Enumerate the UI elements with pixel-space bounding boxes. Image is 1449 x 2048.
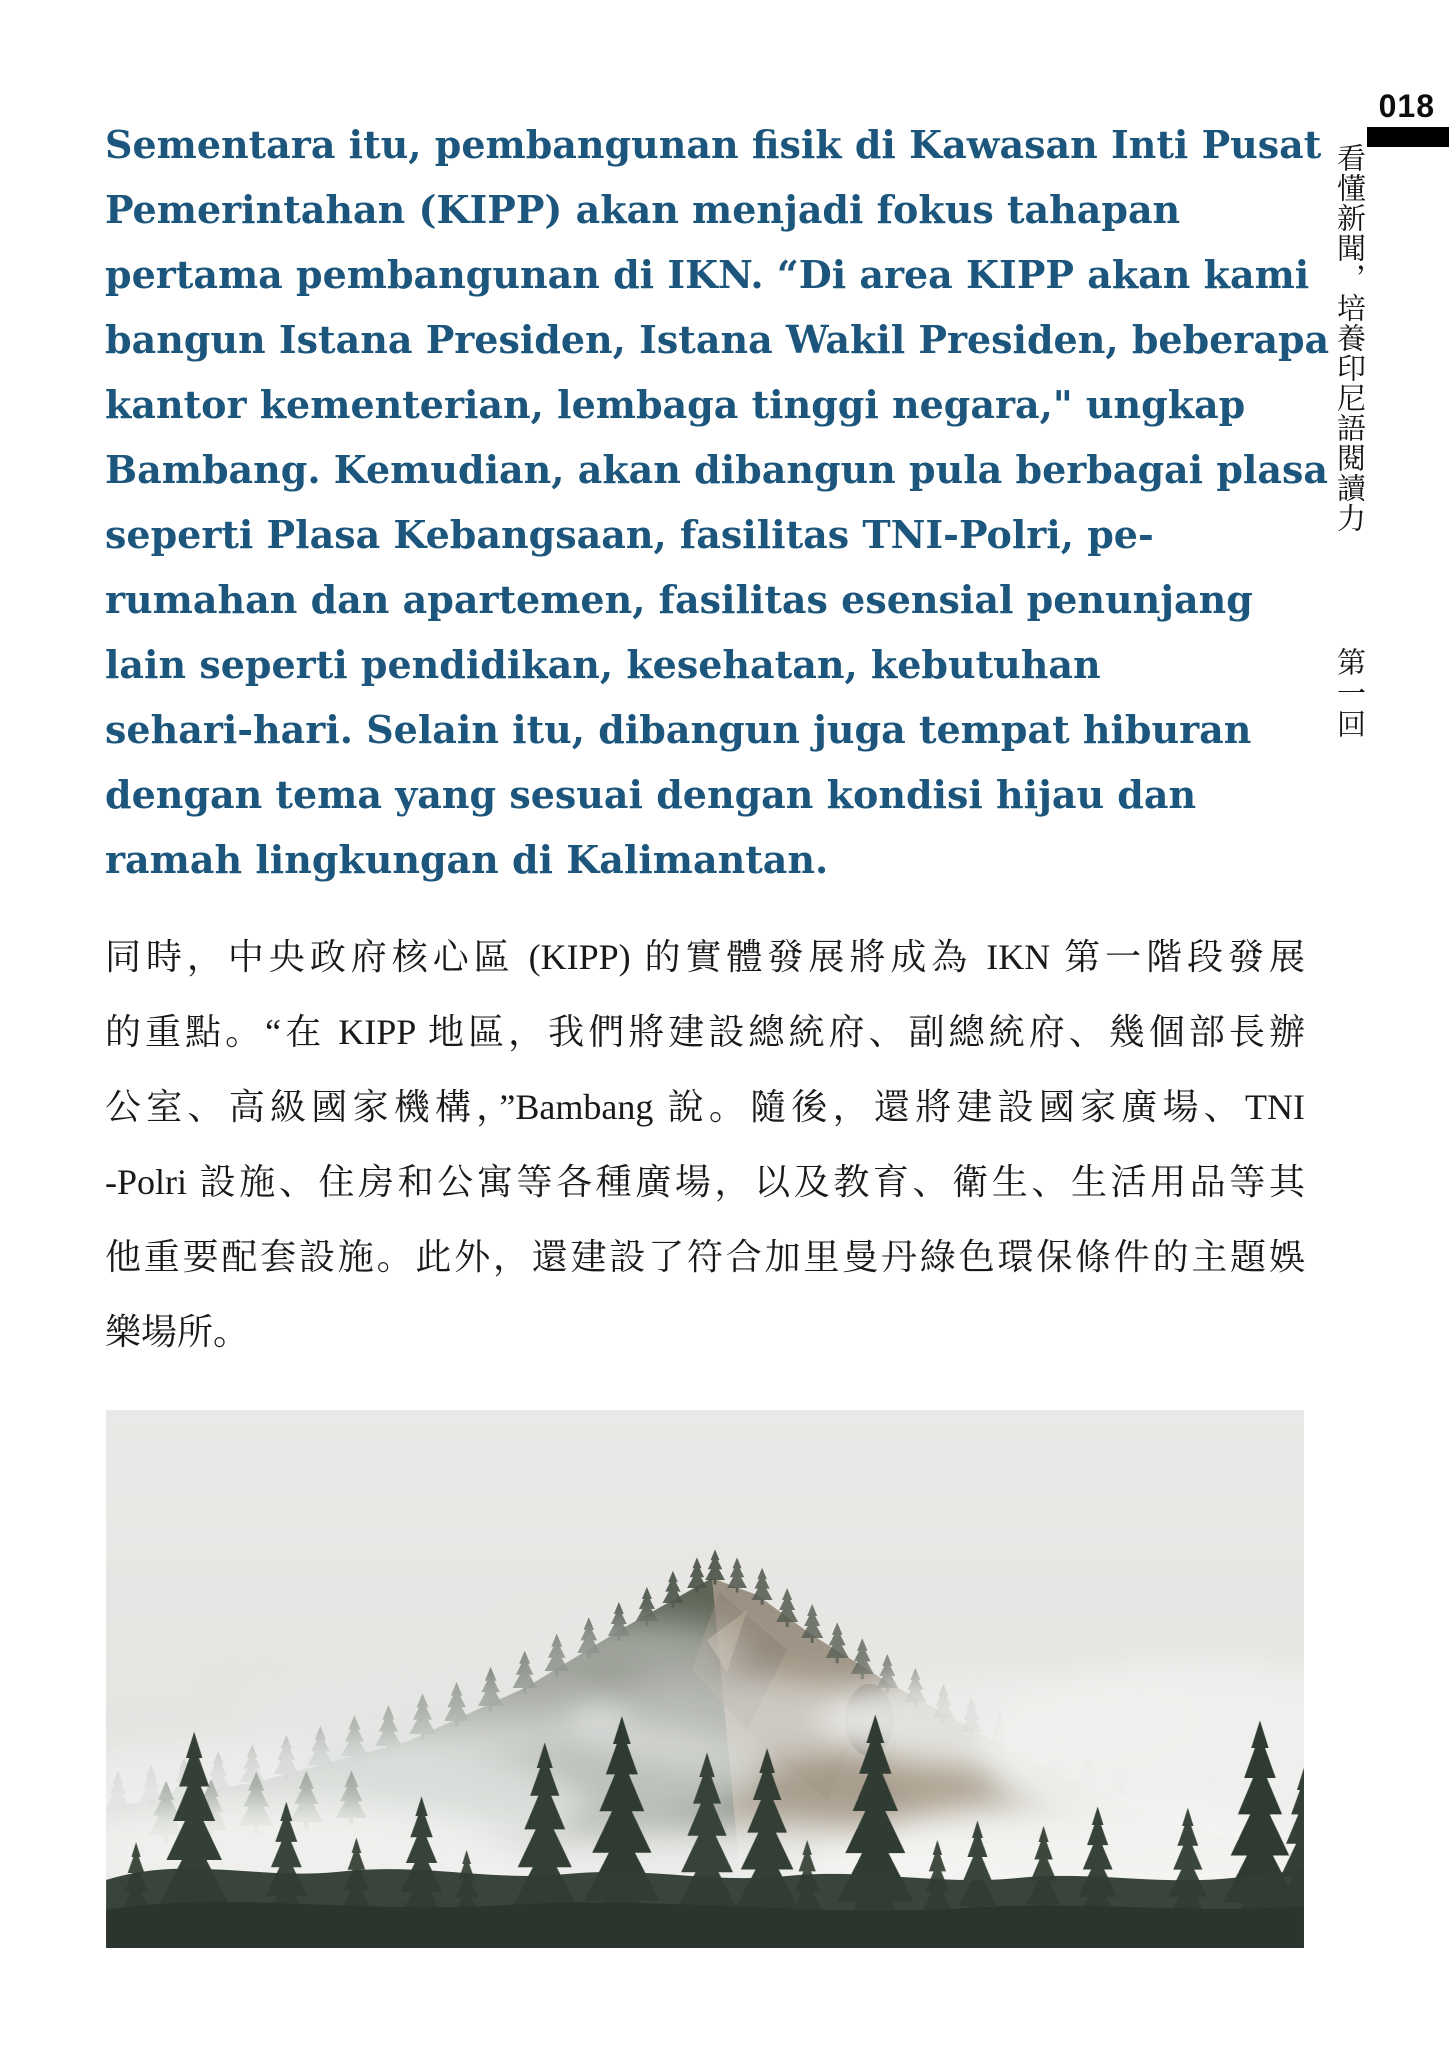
text-line: dengan tema yang sesuai dengan kondisi hijau dan xyxy=(105,772,1197,817)
text-line: -Polri 設施、住房和公寓等各種廣場，以及教育、衛生、生活用品等其 xyxy=(105,1162,1305,1202)
page-number: 018 xyxy=(1378,88,1435,124)
text-line: 的重點。“在 KIPP 地區，我們將建設總統府、副總統府、幾個部長辦 xyxy=(105,1012,1305,1052)
text-line: sehari-hari. Selain itu, dibangun juga tempat hiburan xyxy=(105,707,1252,752)
text-line: Bambang. Kemudian, akan dibangun pula berbagai plasa xyxy=(105,447,1328,492)
text-line: Sementara itu, pembangunan fisik di Kawasan Inti Pusat xyxy=(105,122,1322,167)
text-line: ramah lingkungan di Kalimantan. xyxy=(105,837,829,882)
header-bar xyxy=(1367,127,1449,147)
text-line: kantor kementerian, lembaga tinggi negara," ungkap xyxy=(105,382,1246,427)
sidebar-chapter-label: 第一回 xyxy=(1333,647,1365,740)
text-line: Pemerintahan (KIPP) akan menjadi fokus tahapan xyxy=(105,187,1181,232)
text-line: rumahan dan apartemen, fasilitas esensial penunjang xyxy=(105,577,1253,622)
chinese-paragraph xyxy=(105,920,1305,1370)
text-line: lain seperti pendidikan, kesehatan, kebutuhan xyxy=(105,642,1101,687)
forest-mountain-illustration xyxy=(106,1410,1304,1948)
text-line: bangun Istana Presiden, Istana Wakil Presiden, beberapa xyxy=(105,317,1330,362)
sidebar-vertical-title: 看懂新聞，培養印尼語閱讀力 xyxy=(1333,143,1365,533)
text-line: 公室、高級國家機構，”Bambang 說。隨後，還將建設國家廣場、TNI xyxy=(105,1087,1305,1127)
text-line: pertama pembangunan di IKN. “Di area KIPP akan kami xyxy=(105,252,1310,297)
text-line: 樂場所。 xyxy=(105,1312,250,1352)
forest-mountain-photo xyxy=(106,1410,1304,1948)
text-line: 同時，中央政府核心區 (KIPP) 的實體發展將成為 IKN 第一階段發展 xyxy=(105,937,1305,977)
indonesian-paragraph xyxy=(105,112,1330,892)
text-line: 他重要配套設施。此外，還建設了符合加里曼丹綠色環保條件的主題娛 xyxy=(105,1237,1305,1277)
text-line: seperti Plasa Kebangsaan, fasilitas TNI-Polri, pe- xyxy=(105,512,1154,557)
